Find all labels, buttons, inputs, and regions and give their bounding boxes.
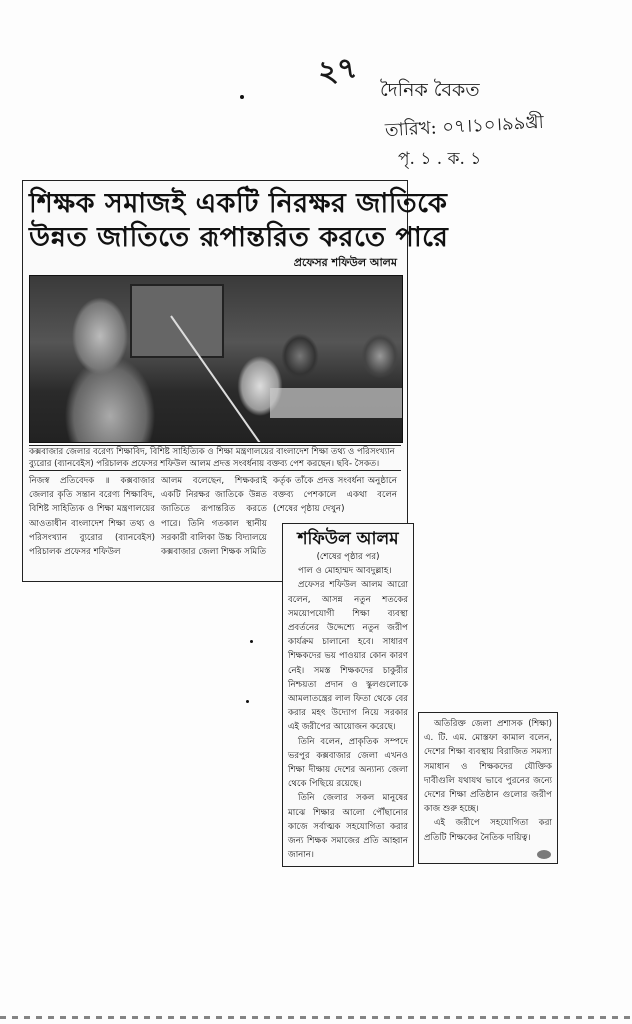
scan-speck: [240, 95, 244, 99]
continuation-title: শফিউল আলম: [297, 529, 399, 549]
continuation-paragraph-4: তিনি জেলার সকল মানুষের মাঝে শিক্ষার আলো পৌঁছানোর কাজে সর্বাত্মক সহযোগিতা করার জন্য শিক্ষক সমাজের প্রতি আহ্বান জানান।: [288, 793, 408, 861]
scan-speck: [250, 640, 253, 643]
continuation-subtitle: (শেষের পৃষ্ঠার পর): [316, 552, 380, 562]
handwritten-page-number: ২৭: [315, 50, 360, 91]
headline-line-2: উন্নত জাতিতে রূপান্তরিত করতে পারে: [29, 222, 449, 253]
sidebar-body: [424, 717, 552, 845]
sidebar-clipping: [418, 712, 558, 864]
bottom-scan-edge: [0, 1016, 632, 1019]
photo-table: [270, 388, 402, 418]
continuation-body: [288, 528, 408, 862]
byline: প্রফেসর শফিউল আলম: [293, 256, 397, 269]
handwritten-page-column: পৃ. ১ . ক. ১: [398, 149, 482, 169]
continuation-clipping: [282, 523, 414, 867]
continuation-paragraph-2: প্রফেসর শফিউল আলম আরো বলেন, আসন্ন নতুন শতকের সময়োপযোগী শিক্ষা ব্যবস্থা প্রবর্তনের উদ্দেশ্যে নতুন জরীপ কার্যক্রম চালানো হবে। সাধারণ শিক্ষকদের ভয় পাওয়ার কোন কারণ নেই। সমস্ত শিক্ষকদের চাকুরীর নিশ্চয়তা প্রদান ও স্কুলগুলোকে আমলাতন্ত্রের লাল ফিতা থেকে বের করার মহৎ উদ্যোগ নিয়ে সরকার এই জরীপের আয়োজন করেছে।: [288, 580, 408, 733]
handwritten-date: তারিখ: ০৭।১০।৯৯খ্রী: [384, 111, 545, 142]
ink-smudge: [537, 850, 551, 859]
continuation-paragraph-3: তিনি বলেন, প্রাকৃতিক সম্পদে ভরপুর কক্সবাজার জেলা এখনও শিক্ষা দীক্ষায় দেশের অন্যান্য জেলা থেকে পিছিয়ে রয়েছে।: [288, 736, 408, 790]
article-column-1: নিজস্ব প্রতিবেদক ॥ কক্সবাজার জেলার কৃতি সন্তান বরেণ্য শিক্ষাবিদ, বিশিষ্ট সাহিত্যিক ও শিক্ষা মন্ত্রণালয়ের আওতাধীন বাংলাদেশ শিক্ষা তথ্য ও পরিসংখ্যান ব্যুরোর (ব্যানবেইস) পরিচালক প্রফেসর শফিউল: [29, 476, 155, 558]
sidebar-paragraph-2: এই জরীপে সহযোগিতা করা প্রতিটি শিক্ষকের নৈতিক দায়িত্ব।: [424, 818, 552, 843]
scan-speck: [246, 700, 249, 703]
continuation-paragraph-1: পাল ও মোহাম্মদ আবদুল্লাহ।: [298, 566, 392, 577]
article-photo: [29, 275, 403, 443]
photo-caption: কক্সবাজার জেলার বরেণ্য শিক্ষাবিদ, বিশিষ্ট সাহিত্যিক ও শিক্ষা মন্ত্রণালয়ের বাংলাদেশ শিক্ষা তথ্য ও পরিসংখ্যান ব্যুরোর (ব্যানবেইস) পরিচালক প্রফেসর শফিউল আলম প্রদত্ত সংবর্ধনায় বক্তব্য পেশ করছেন। ছবি- সৈকত।: [29, 445, 401, 471]
photo-banner: [130, 284, 224, 358]
article-column-2: আলম বলেছেন, শিক্ষকরাই একটি নিরক্ষর জাতিকে উন্নত জাতিতে রূপান্তরিত করতে পারে। তিনি গতকাল স্থানীয় সরকারী বালিকা উচ্চ বিদ্যালয়ে কক্সবাজার জেলা শিক্ষক সমিতি: [161, 476, 267, 558]
handwritten-newspaper-name: দৈনিক বৈকত: [380, 79, 480, 101]
sidebar-paragraph-1: অতিরিক্ত জেলা প্রশাসক (শিক্ষা) এ. টি. এম. মোস্তফা কামাল বলেন, দেশের শিক্ষা ব্যবস্থায় বিরাজিত সমস্যা সমাধান ও শিক্ষকদের যৌক্তিক দাবীগুলি যথাযথ ভাবে পুরনের জন্যে দেশের শিক্ষা প্রতিষ্ঠান গুলোর জরীপ কাজ শুরু হচ্ছে।: [424, 719, 552, 815]
main-article-clipping: [22, 180, 449, 582]
headline-line-1: শিক্ষক সমাজই একটি নিরক্ষর জাতিকে: [29, 188, 448, 219]
article-column-3: কর্তৃক তাঁকে প্রদত্ত সংবর্ধনা অনুষ্ঠানে বক্তব্য পেশকালে একথা বলেন (শেষের পৃষ্ঠায় দেখুন): [273, 476, 397, 515]
